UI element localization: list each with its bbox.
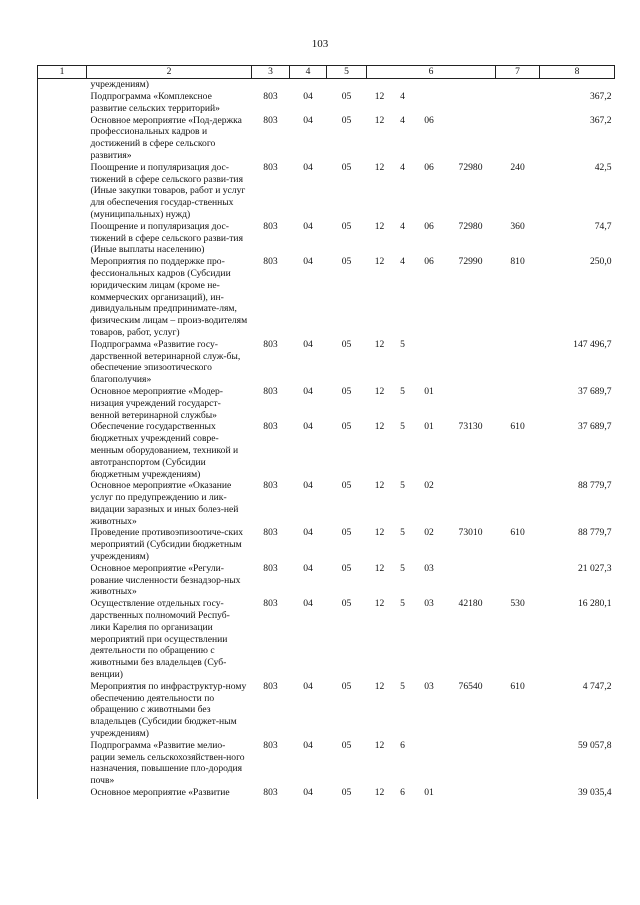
expense-type-code: 530 <box>510 598 525 610</box>
direction-code: 42180 <box>458 598 483 610</box>
direction-code: 73010 <box>458 527 483 539</box>
subsection-code: 05 <box>341 787 352 799</box>
row-number-cell <box>38 563 87 598</box>
item-name: Подпрограмма «Развитие госу-дарственной ветеринарной служ-бы, обеспечение эпизоотического благополучия» <box>90 338 241 386</box>
table-body <box>38 79 615 799</box>
subsection-code: 05 <box>341 421 352 433</box>
section-code: 04 <box>303 421 313 433</box>
ministry-code: 803 <box>263 220 278 232</box>
subsection-code: 05 <box>341 114 352 126</box>
subprogram-code: 4 <box>400 114 405 126</box>
subsection-code: 05 <box>341 220 352 232</box>
amount: 59 057,8 <box>577 739 612 751</box>
table-row <box>38 563 615 598</box>
program-code: 12 <box>374 787 385 799</box>
row-number-cell <box>38 480 87 527</box>
header-col-5: 5 <box>327 66 367 79</box>
activity-code: 01 <box>424 421 434 433</box>
expense-type-code <box>496 740 540 787</box>
program-code: 12 <box>374 598 385 610</box>
row-number-cell <box>38 787 87 799</box>
item-name: Основное мероприятие «Оказание услуг по предупреждению и лик-видации заразных и иных болез-ней животных» <box>90 480 239 527</box>
subsection-code: 05 <box>341 256 352 268</box>
section-code <box>290 79 327 92</box>
activity-code: 01 <box>424 385 434 397</box>
row-number-cell <box>38 421 87 480</box>
section-code: 04 <box>303 739 313 751</box>
budget-table <box>37 65 615 799</box>
subsection-code: 05 <box>341 338 352 350</box>
header-col-6: 6 <box>367 66 496 79</box>
item-name: Мероприятия по поддержке про-фессиональных кадров (Субсидии юридическим лицам (кроме не-коммерческих организаций), ин-дивидуальным предпринимате-лям, физическим лицам – произ-водителям товаров, работ, услуг) <box>90 256 248 338</box>
direction-code <box>446 787 496 799</box>
ministry-code: 803 <box>263 91 278 102</box>
subsection-code: 05 <box>341 385 352 397</box>
expense-type-code: 610 <box>510 527 525 539</box>
section-code: 04 <box>303 220 313 232</box>
page-number: 103 <box>311 38 329 50</box>
ministry-code: 803 <box>263 114 278 126</box>
row-number-cell <box>38 339 87 386</box>
amount: 37 689,7 <box>577 385 612 397</box>
direction-code: 73130 <box>458 421 483 433</box>
table-row <box>38 79 615 92</box>
subprogram-code: 4 <box>400 161 405 173</box>
item-name: Осуществление отдельных госу-дарственных полномочий Респуб-лики Карелия по организации мероприятий при осуществлении деятельности по обращению с животными без владельцев (Суб-венции) <box>90 598 230 681</box>
program-code: 12 <box>374 338 385 350</box>
amount: 367,2 <box>589 91 612 102</box>
program-code: 12 <box>374 220 385 232</box>
expense-type-code <box>496 563 540 598</box>
subprogram-code <box>393 79 413 92</box>
amount: 367,2 <box>589 114 612 126</box>
expense-type-code <box>496 480 540 527</box>
ministry-code: 803 <box>263 739 278 751</box>
expense-type-code <box>496 115 540 162</box>
expense-type-code: 610 <box>510 421 525 433</box>
ministry-code: 803 <box>263 161 278 173</box>
subsection-code: 05 <box>341 161 352 173</box>
item-name: учреждениям) <box>90 79 149 90</box>
ministry-code: 803 <box>263 480 278 492</box>
subsection-code: 05 <box>341 91 352 102</box>
program-code: 12 <box>374 480 385 492</box>
table-row <box>38 421 615 480</box>
program-code: 12 <box>374 527 385 539</box>
direction-code: 72980 <box>458 220 483 232</box>
program-code: 12 <box>374 680 385 692</box>
item-name: Поощрение и популяризация дос-тижений в сфере сельского разви-тия (Иные выплаты населению) <box>90 220 243 256</box>
subprogram-code: 5 <box>400 480 405 492</box>
amount: 4 747,2 <box>582 680 612 692</box>
header-row <box>38 66 615 79</box>
table-row <box>38 527 615 562</box>
item-name: Основное мероприятие «Развитие <box>90 787 230 799</box>
activity-code <box>413 740 446 787</box>
header-col-4: 4 <box>290 66 327 79</box>
section-code: 04 <box>303 114 313 126</box>
table-row <box>38 339 615 386</box>
subprogram-code: 5 <box>400 598 405 610</box>
table-row <box>38 91 615 115</box>
section-code: 04 <box>303 680 313 692</box>
amount: 39 035,4 <box>577 787 612 799</box>
ministry-code: 803 <box>263 256 278 268</box>
section-code: 04 <box>303 256 313 268</box>
expense-type-code: 240 <box>510 161 525 173</box>
section-code: 04 <box>303 161 313 173</box>
table-row <box>38 598 615 681</box>
amount: 37 689,7 <box>577 421 612 433</box>
section-code: 04 <box>303 480 313 492</box>
subprogram-code: 6 <box>400 787 405 799</box>
section-code: 04 <box>303 91 313 102</box>
item-name: Обеспечение государственных бюджетных учреждений совре-менным оборудованием, техникой и автотранспортом (Субсидии бюджетным учреждениям) <box>90 421 239 480</box>
header-col-3: 3 <box>252 66 290 79</box>
direction-code <box>446 91 496 115</box>
subprogram-code: 4 <box>400 220 405 232</box>
table-row <box>38 115 615 162</box>
row-number-cell <box>38 681 87 740</box>
direction-code <box>446 480 496 527</box>
subsection-code: 05 <box>341 480 352 492</box>
amount: 250,0 <box>589 256 612 268</box>
ministry-code: 803 <box>263 680 278 692</box>
program-code <box>367 79 393 92</box>
expense-type-code <box>496 386 540 421</box>
subprogram-code: 5 <box>400 421 405 433</box>
row-number-cell <box>38 256 87 339</box>
table-row <box>38 221 615 256</box>
activity-code: 06 <box>424 220 434 232</box>
row-number-cell <box>38 115 87 162</box>
subsection-code: 05 <box>341 562 352 574</box>
row-number-cell <box>38 386 87 421</box>
header-col-8: 8 <box>540 66 615 79</box>
subprogram-code: 5 <box>400 680 405 692</box>
amount: 42,5 <box>594 161 612 173</box>
section-code: 04 <box>303 338 313 350</box>
expense-type-code <box>496 339 540 386</box>
header-col-1: 1 <box>38 66 87 79</box>
amount: 74,7 <box>594 220 612 232</box>
section-code: 04 <box>303 527 313 539</box>
subsection-code: 05 <box>341 598 352 610</box>
item-name: Проведение противоэпизоотиче-ских мероприятий (Субсидии бюджетным учреждениям) <box>90 527 244 563</box>
direction-code <box>446 386 496 421</box>
direction-code: 72980 <box>458 161 483 173</box>
activity-code: 03 <box>424 562 434 574</box>
activity-code: 03 <box>424 680 434 692</box>
item-name: Подпрограмма «Развитие мелио-рации земель сельскохозяйствен-ного назначения, повышение пло-дородия почв» <box>90 739 245 787</box>
subprogram-code: 4 <box>400 256 405 268</box>
program-code: 12 <box>374 562 385 574</box>
activity-code: 03 <box>424 598 434 610</box>
program-code: 12 <box>374 421 385 433</box>
expense-type-code <box>496 91 540 115</box>
direction-code <box>446 79 496 92</box>
header-col-2: 2 <box>87 66 252 79</box>
activity-code <box>413 339 446 386</box>
header-col-7: 7 <box>496 66 540 79</box>
ministry-code <box>252 79 290 92</box>
ministry-code: 803 <box>263 421 278 433</box>
subprogram-code: 5 <box>400 562 405 574</box>
expense-type-code <box>496 787 540 799</box>
activity-code <box>413 79 446 92</box>
amount: 88 779,7 <box>577 527 612 539</box>
table-row <box>38 162 615 221</box>
activity-code: 01 <box>424 787 434 799</box>
expense-type-code: 610 <box>510 680 525 692</box>
table-row <box>38 681 615 740</box>
row-number-cell <box>38 598 87 681</box>
table-row <box>38 480 615 527</box>
subprogram-code: 5 <box>400 338 405 350</box>
row-number-cell <box>38 162 87 221</box>
ministry-code: 803 <box>263 338 278 350</box>
activity-code: 02 <box>424 480 434 492</box>
program-code: 12 <box>374 161 385 173</box>
subsection-code: 05 <box>341 680 352 692</box>
ministry-code: 803 <box>263 787 278 799</box>
section-code: 04 <box>303 598 313 610</box>
section-code: 04 <box>303 385 313 397</box>
ministry-code: 803 <box>263 598 278 610</box>
table-row <box>38 386 615 421</box>
table-row <box>38 740 615 787</box>
subprogram-code: 4 <box>400 91 405 102</box>
row-number-cell <box>38 740 87 787</box>
subsection-code: 05 <box>341 739 352 751</box>
activity-code: 06 <box>424 114 434 126</box>
program-code: 12 <box>374 114 385 126</box>
subprogram-code: 6 <box>400 739 405 751</box>
direction-code: 76540 <box>458 680 483 692</box>
subsection-code: 05 <box>341 527 352 539</box>
amount: 16 280,1 <box>577 598 612 610</box>
program-code: 12 <box>374 385 385 397</box>
activity-code: 06 <box>424 161 434 173</box>
row-number-cell <box>38 91 87 115</box>
direction-code: 72990 <box>458 256 483 268</box>
row-number-cell <box>38 527 87 562</box>
item-name: Основное мероприятие «Регули-рование численности безнадзор-ных животных» <box>90 562 241 598</box>
direction-code <box>446 563 496 598</box>
subsection-code <box>327 79 367 92</box>
item-name: Подпрограмма «Комплексное развитие сельских территорий» <box>90 91 220 114</box>
item-name: Поощрение и популяризация дос-тижений в сфере сельского разви-тия (Иные закупки товаров, работ и услуг для обеспечения государ-ственных (муниципальных) нужд) <box>90 161 246 220</box>
row-number-cell <box>38 79 87 92</box>
ministry-code: 803 <box>263 562 278 574</box>
item-name: Мероприятия по инфраструктур-ному обеспечению деятельности по обращению с животными без владельцев (Субсидии бюджет-ным учреждениям) <box>90 680 247 740</box>
table-row <box>38 787 615 799</box>
expense-type-code: 360 <box>510 220 525 232</box>
activity-code <box>413 91 446 115</box>
direction-code <box>446 740 496 787</box>
ministry-code: 803 <box>263 527 278 539</box>
amount: 88 779,7 <box>577 480 612 492</box>
amount <box>540 79 615 92</box>
program-code: 12 <box>374 91 385 102</box>
activity-code: 02 <box>424 527 434 539</box>
item-name: Основное мероприятие «Под-держка профессиональных кадров и достижений в сфере сельского развития» <box>90 114 242 161</box>
ministry-code: 803 <box>263 385 278 397</box>
program-code: 12 <box>374 256 385 268</box>
item-name: Основное мероприятие «Модер-низация учреждений государст-венной ветеринарной службы» <box>90 385 223 421</box>
expense-type-code: 810 <box>510 256 525 268</box>
row-number-cell <box>38 221 87 256</box>
amount: 21 027,3 <box>577 562 612 574</box>
subprogram-code: 5 <box>400 385 405 397</box>
program-code: 12 <box>374 739 385 751</box>
subprogram-code: 5 <box>400 527 405 539</box>
section-code: 04 <box>303 562 313 574</box>
activity-code: 06 <box>424 256 434 268</box>
expense-type-code <box>496 79 540 92</box>
table-row <box>38 256 615 339</box>
section-code: 04 <box>303 787 313 799</box>
direction-code <box>446 339 496 386</box>
amount: 147 496,7 <box>573 338 612 350</box>
direction-code <box>446 115 496 162</box>
